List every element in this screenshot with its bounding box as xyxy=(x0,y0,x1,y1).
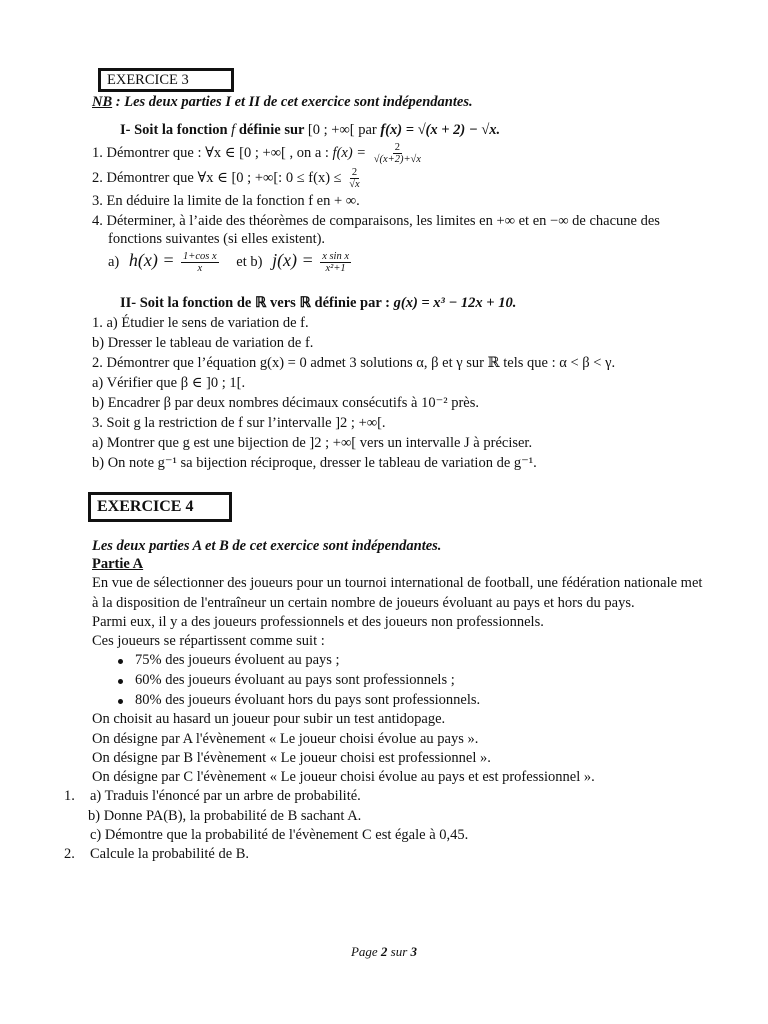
q1-fraction xyxy=(372,142,423,165)
q2-fraction xyxy=(347,167,361,190)
part-2-line: b) Encadrer β par deux nombres décimaux consécutifs à 10⁻² près. xyxy=(92,395,479,411)
ex3-note-text: : Les deux parties I et II de cet exercice sont indépendantes. xyxy=(112,94,473,110)
q4-a-label: a) xyxy=(108,254,120,270)
part-2-line: 2. Démontrer que l’équation g(x) = 0 admet 3 solutions α, β et γ sur ℝ tels que : α < β < γ. xyxy=(92,355,616,371)
q4-a-denominator: x xyxy=(197,263,203,275)
part-2-line: b) On note g⁻¹ sa bijection réciproque, dresser le tableau de variation de g⁻¹. xyxy=(92,455,537,471)
footer-total-pages: 3 xyxy=(410,944,418,959)
ex4-q2: Calcule la probabilité de B. xyxy=(90,846,250,862)
part-a-label: Partie A xyxy=(92,556,144,572)
exercise-3-title-text: EXERCICE 3 xyxy=(107,72,189,88)
part-1-heading-f: f xyxy=(231,122,236,138)
part-2-line: 3. Soit g la restriction de f sur l’intervalle ]2 ; +∞[. xyxy=(92,415,386,431)
ex3-note-label: NB xyxy=(92,94,113,110)
part-2-line: a) Montrer que g est une bijection de ]2 ; +∞[ vers un intervalle J à préciser. xyxy=(92,435,533,451)
paragraph-line: En vue de sélectionner des joueurs pour un tournoi international de football, une fédération nationale met xyxy=(92,575,703,591)
footer-mid: sur xyxy=(387,944,411,959)
q1-lhs: f(x) = xyxy=(332,144,370,161)
q2-number: 2. xyxy=(64,846,75,862)
q1-text: 1. Démontrer que : ∀x ∈ [0 ; +∞[ , on a : xyxy=(92,144,333,161)
bullet-item: 75% des joueurs évoluent au pays ; xyxy=(135,652,340,668)
part-1-q3: 3. En déduire la limite de la fonction f en + ∞. xyxy=(92,193,360,209)
exercise-4-title-text: EXERCICE 4 xyxy=(97,498,194,515)
part-1-q4-line-2: fonctions suivantes (si elles existent). xyxy=(108,231,326,247)
part-2-line: a) Vérifier que β ∈ ]0 ; 1[. xyxy=(92,375,246,391)
bullet-icon xyxy=(118,679,123,684)
bullet-icon xyxy=(118,659,123,664)
paragraph-line: Ces joueurs se répartissent comme suit : xyxy=(92,633,325,649)
paragraph-line: Parmi eux, il y a des joueurs professionnels et des joueurs non professionnels. xyxy=(92,614,544,630)
q4-a-lhs: h(x) = xyxy=(128,250,180,270)
part-1-q4-functions xyxy=(108,250,353,274)
q1-denominator: √(x+2)+√x xyxy=(373,154,421,166)
bullet-item: 80% des joueurs évoluant hors du pays sont professionnels. xyxy=(135,692,481,708)
exercise-4-title xyxy=(88,492,232,522)
q1-numerator: 2 xyxy=(394,142,400,153)
bullet-icon xyxy=(118,699,123,704)
event-line: On choisit au hasard un joueur pour subir un test antidopage. xyxy=(92,711,446,727)
ex3-note xyxy=(92,94,473,111)
part-2-line: 1. a) Étudier le sens de variation de f. xyxy=(92,315,309,331)
part-2-heading xyxy=(120,295,516,312)
q2-text: 2. Démontrer que ∀x ∈ [0 ; +∞[: 0 ≤ f(x) ≤ xyxy=(92,169,346,186)
part-2-line: b) Dresser le tableau de variation de f. xyxy=(92,335,314,351)
q4-b-lhs: j(x) = xyxy=(272,250,319,270)
q2-denominator: √x xyxy=(349,179,360,191)
ex4-intro: Les deux parties A et B de cet exercice sont indépendantes. xyxy=(92,538,442,554)
q2-numerator: 2 xyxy=(351,167,358,178)
paragraph-line: à la disposition de l'entraîneur un certain nombre de joueurs évoluant au pays et hors du pays. xyxy=(92,595,635,611)
part-2-heading-text: II- Soit la fonction de ℝ vers ℝ définie par : xyxy=(120,295,394,311)
q4-b-fraction xyxy=(320,251,351,274)
part-1-heading-c: par xyxy=(354,122,381,138)
part-1-heading-b: définie sur xyxy=(235,122,308,138)
exercise-3-title xyxy=(98,68,234,92)
part-1-q2 xyxy=(92,167,364,190)
q4-a-fraction xyxy=(181,251,219,274)
q4-a-numerator: 1+cos x xyxy=(183,251,217,263)
ex4-q1-a: a) Traduis l'énoncé par un arbre de probabilité. xyxy=(90,788,361,804)
footer-prefix: Page xyxy=(350,944,381,959)
q4-b-denominator: x²+1 xyxy=(325,263,346,275)
q4-b-numerator: x sin x xyxy=(322,251,350,263)
event-line: On désigne par B l'évènement « Le joueur choisi est professionnel ». xyxy=(92,750,491,766)
bullet-item: 60% des joueurs évoluant au pays sont professionnels ; xyxy=(135,672,455,688)
part-1-heading-expr: f(x) = √(x + 2) − √x. xyxy=(380,122,501,138)
part-2-heading-expr: g(x) = x³ − 12x + 10. xyxy=(393,295,517,311)
part-1-heading-domain: [0 ; +∞[ xyxy=(307,122,355,138)
q4-b-label: et b) xyxy=(236,254,263,270)
part-1-q4-line-1: 4. Déterminer, à l’aide des théorèmes de comparaisons, les limites en +∞ et en −∞ de chacune des xyxy=(92,213,660,229)
ex4-q1-c: c) Démontre que la probabilité de l'évènement C est égale à 0,45. xyxy=(90,827,469,843)
part-1-heading-a: I- Soit la fonction xyxy=(120,122,232,138)
q1-number: 1. xyxy=(64,788,75,804)
event-line: On désigne par A l'évènement « Le joueur choisi évolue au pays ». xyxy=(92,731,479,747)
part-1-heading xyxy=(120,122,500,139)
page-footer xyxy=(0,944,768,960)
event-line: On désigne par C l'évènement « Le joueur choisi évolue au pays et est professionnel ». xyxy=(92,769,595,785)
part-1-q1 xyxy=(92,142,425,165)
footer-page-number: 2 xyxy=(380,944,388,959)
ex4-q1-b: b) Donne PA(B), la probabilité de B sachant A. xyxy=(88,808,362,824)
